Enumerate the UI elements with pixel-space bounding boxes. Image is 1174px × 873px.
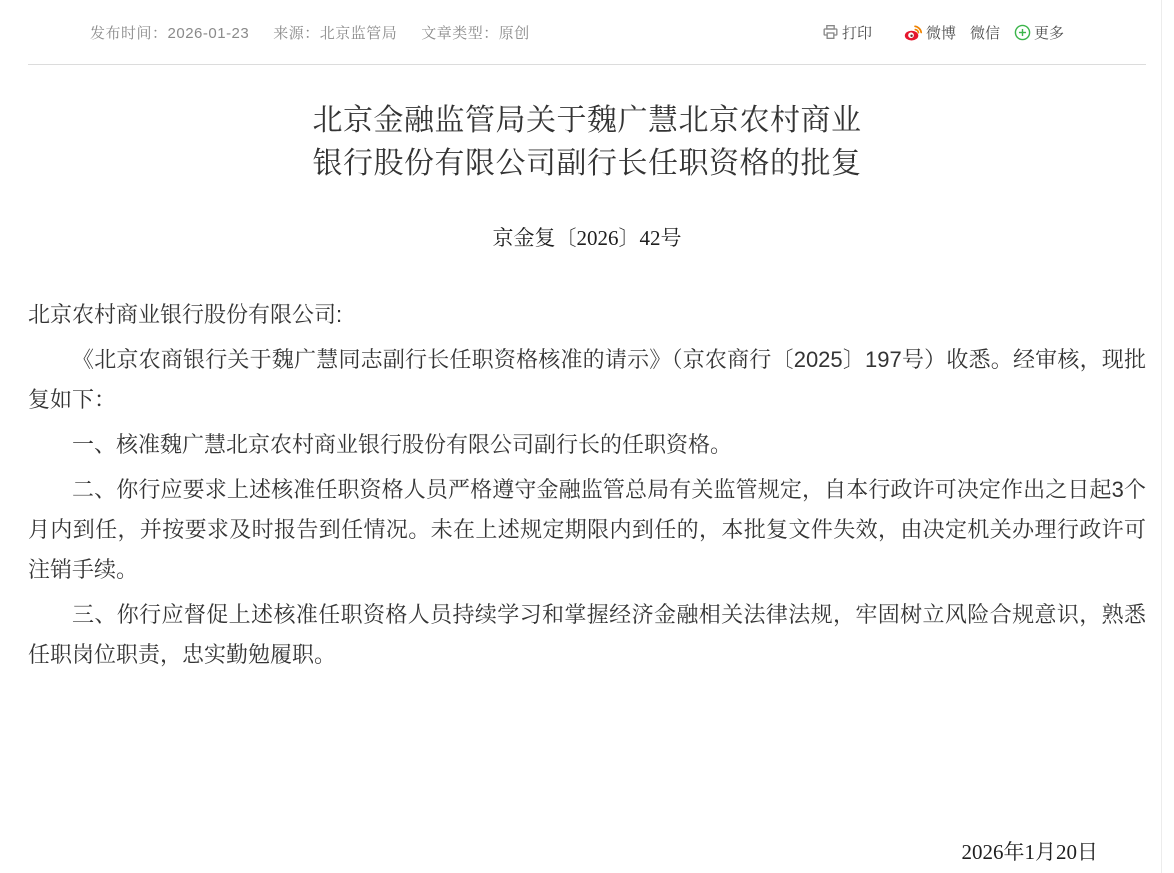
- share-wechat-button[interactable]: [970, 22, 1000, 43]
- article-meta-info: [28, 22, 530, 43]
- more-label: 更多: [1033, 24, 1064, 42]
- document-paragraph: 三、你行应督促上述核准任职资格人员持续学习和掌握经济金融相关法律法规，牢固树立风险合规意识，熟悉任职岗位职责，忠实勤勉履职。: [28, 602, 1146, 667]
- source: [273, 22, 397, 43]
- document-number: 京金复〔2026〕42号: [492, 226, 682, 250]
- publish-time: [90, 22, 249, 43]
- article-type-label: 文章类型：: [421, 24, 499, 42]
- article-content: [28, 99, 1146, 872]
- weibo-label: 微博: [925, 24, 956, 42]
- document-paragraph: 二、你行应要求上述核准任职资格人员严格遵守金融监管总局有关监管规定，自本行政许可决定作出之日起3个月内到任，并按要求及时报告到任情况。未在上述规定期限内到任的，本批复文件失效，由决定机关办理行政许可注销手续。: [28, 477, 1146, 582]
- page-right-divider: [1161, 0, 1162, 873]
- publish-time-value: 2026-01-23: [167, 24, 250, 42]
- printer-icon: [822, 24, 839, 40]
- article-actions: [822, 22, 1146, 43]
- article-type: [421, 22, 530, 43]
- plus-circle-icon: [1014, 24, 1031, 41]
- page-title: 北京金融监管局关于魏广慧北京农村商业银行股份有限公司副行长任职资格的批复: [312, 104, 862, 180]
- document-date: 2026年1月20日: [961, 840, 1098, 864]
- print-label: 打印: [841, 24, 872, 42]
- wechat-label: 微信: [969, 24, 1000, 42]
- document-paragraph: 《北京农商银行关于魏广慧同志副行长任职资格核准的请示》（京农商行〔2025〕197号）收悉。经审核，现批复如下：: [28, 347, 1146, 412]
- print-button[interactable]: [822, 22, 872, 43]
- source-value: 北京监管局: [319, 24, 398, 42]
- share-weibo-button[interactable]: [904, 22, 956, 43]
- document-salutation: 北京农村商业银行股份有限公司:: [28, 302, 343, 327]
- article-meta-bar: [28, 0, 1146, 65]
- source-label: 来源：: [273, 24, 320, 42]
- share-more-button[interactable]: [1014, 22, 1064, 43]
- weibo-icon: [904, 24, 923, 41]
- article-type-value: 原创: [498, 24, 530, 42]
- document-body: [28, 295, 1146, 675]
- document-paragraph: 一、核准魏广慧北京农村商业银行股份有限公司副行长的任职资格。: [72, 432, 733, 457]
- publish-time-label: 发布时间：: [90, 24, 168, 42]
